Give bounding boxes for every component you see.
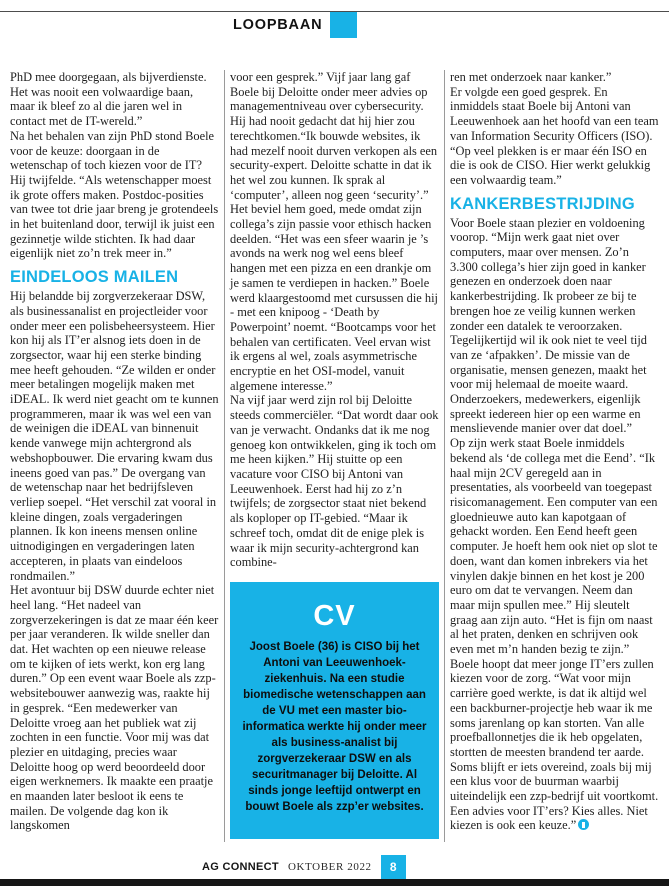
page-footer	[202, 854, 406, 880]
paragraph: Hij belandde bij zorgverzekeraar DSW, als businessanalist en projectleider voor onder meer een polisbeheersysteem. Hier kon hij als IT’er alsnog iets doen in de zorgsector, waar hij een sterke binding mee heeft gehouden. “Ze wilden er onder meer betalingen mogelijk maken met iDEAL. Ik werd niet geacht om te kunnen programmeren, maar ik was wel een van de weinigen die iDEAL van binnenuit kende vanwege mijn achtergrond als webshopbouwer. Die ervaring kwam dus ineens goed van pas.” De overgang van de wetenschap naar het bedrijfsleven verliep soepel. “Het verschil zat vooral in kleine dingen, zoals vergaderingen plannen. Ik kon ineens mensen online uitnodigingen en vergaderingen laten accepteren, in plaats van eindeloos rondmailen.”	[10, 289, 219, 583]
paragraph: Het avontuur bij DSW duurde echter niet heel lang. “Het nadeel van zorgverzekeringen is dat ze maar één keer per jaar veranderen. Ik wilde sneller dan dat. Het wachten op een nieuwe release om te kijken of iets werkt, kon erg lang duren.” Op een event waar Boele als zzp-websitebouwer aanwezig was, raakte hij in gesprek. “Een medewerker van Deloitte vroeg aan het publiek wat zij zochten in een functie. Voor mij was dat plezier en uitdaging, precies waar Deloitte hoog op werd beoordeeld door eigen werknemers. Ik maakte een praatje en maanden later besloot ik eens te mailen. De volgende dag kon ik langskomen	[10, 583, 219, 833]
cv-infobox	[230, 582, 439, 839]
accent-square-icon	[330, 12, 357, 38]
article-column-1	[10, 70, 219, 839]
bottom-edge-bar	[0, 879, 669, 886]
paragraph: voor een gesprek.” Vijf jaar lang gaf Boele bij Deloitte onder meer advies op managementniveau over cybersecurity. Hij had nooit gedacht dat hij hier zou terechtkomen.“Ik bouwde websites, ik had mezelf nooit durven verkopen als een security-expert. Deloitte schatte in dat ik het wel zou kunnen. Ik sprak al ‘computer’, alleen nog geen ‘security’.” Het beviel hem goed, mede omdat zijn collega’s zijn passie voor ethisch hacken deelden. “Het was een sfeer waarin je ’s avonds na werk nog wel eens bleef hangen met een pizza en een drankje om je samen te verdiepen in hacken.” Boele werd klaargestoomd met cursussen die hij - met een knipoog - ‘Death by Powerpoint’ noemt. “Bootcamps voor het behalen van certificaten. Veel ervan wist ik ergens al wel, zoals asymmetrische encryptie en het OSI-model, vanuit algemene interesse.”	[230, 70, 438, 393]
paragraph-text: Op zijn werk staat Boele inmiddels bekend als ‘de collega met die Eend’. “Ik haal mijn 2CV geregeld aan in presentaties, als voorbeeld van toegepast risicomanagement. Een computer van een gloednieuwe auto kan kapotgaan of gehackt worden. Een Eend heeft geen computer. Je hoeft hem ook niet op slot te doen, want dan komen inbrekers via het vinylen dakje binnen en het kost je 200 euro om dat te vervangen. Neem dan maar mijn spullen mee.” Hij sleutelt graag aan zijn auto. “Het is fijn om naast al het praten, denken en schrijven ook even met m’n handen bezig te zijn.” Boele hoopt dat meer jonge IT’ers zullen kiezen voor de zorg. “Wat voor mijn carrière goed werkte, is dat ik altijd wel een backburner-projectje heb waar ik me soms jarenlang op kan storten. Van alle proefballonnetjes die ik heb opgelaten, stortten de meesten brandend ter aarde. Soms blijft er iets overeind, zoals bij mij een klus voor de buurman waarbij uiteindelijk een zzp-bedrijf uit voortkomt. Een advies voor IT’ers? Kies alles. Niet kiezen is ook een keuze.”	[450, 436, 659, 833]
subheading-eindeloos-mailen: EINDELOOS MAILEN	[10, 268, 179, 287]
paragraph: Voor Boele staan plezier en voldoening voorop. “Mijn werk gaat niet over computers, maar over mensen. Zo’n 3.300 collega’s hier zijn goed in kanker genezen en onderzoek doen naar kankerbestrijding. Ik probeer ze bij te brengen hoe ze veilig kunnen werken zonder een datalek te veroorzaken. Tegelijkertijd wil ik ook niet te veel tijd van ze ‘afpakken’. De missie van de organisatie, mensen genezen, maakt het voor mij helemaal de moeite waard. Onderzoekers, medewerkers, eigenlijk spreekt iedereen hier op een warme en menslievende manier over dat doel.”	[450, 215, 647, 436]
subheading-kankerbestrijding: KANKERBESTRIJDING	[450, 194, 635, 213]
cv-infobox-title: CV	[313, 599, 356, 632]
article-column-2	[230, 70, 439, 839]
paragraph: PhD mee doorgegaan, als bijverdienste. Het was nooit een volwaardige baan, maar ik bleef zo al die jaren wel in contact met de IT-wereld.”	[10, 70, 207, 129]
article-column-3	[450, 70, 659, 839]
magazine-name: AG CONNECT	[202, 861, 279, 873]
paragraph: Na vijf jaar werd zijn rol bij Deloitte steeds commerciëler. “Dat wordt daar ook van je verwacht. Ondanks dat ik me nog genoeg kon ontwikkelen, ging ik toch om me heen kijken.” Hij stuitte op een vacature voor CISO bij Antoni van Leeuwenhoek. Eerst had hij zo z’n twijfels; de zorgsector staat niet bekend als koploper op IT-gebied. “Maar ik schreef toch, omdat dit de enige plek is waar ik mijn security-achtergrond kan combine-	[230, 393, 439, 570]
section-label: LOOPBAAN	[233, 17, 323, 33]
paragraph: Er volgde een goed gesprek. En inmiddels staat Boele bij Antoni van Leeuwenhoek aan het hoofd van een team van Information Security Officers (ISO). “Op veel plekken is er maar één ISO en die is ook de CISO. Hier werkt gelukkig een volwaardig team.”	[450, 84, 659, 187]
paragraph: ren met onderzoek naar kanker.”	[450, 70, 612, 84]
article-end-icon	[578, 819, 589, 830]
article-body	[10, 70, 659, 839]
paragraph: Na het behalen van zijn PhD stond Boele voor de keuze: doorgaan in de wetenschap of toch kiezen voor de IT? Hij twijfelde. “Als wetenschapper moest ik grote offers maken. Postdoc-posities van twee tot drie jaar breng je grotendeels in het buitenland door, terwijl ik juist een gezinnetje wilde stichten. Ik had daar eigenlijk niet zo’n trek meer in.”	[10, 128, 219, 261]
section-header	[233, 12, 357, 38]
issue-date: OKTOBER 2022	[287, 861, 372, 873]
cv-infobox-text: Joost Boele (36) is CISO bij het Antoni van Leeuwenhoek-ziekenhuis. Na een studie biomedische wetenschappen aan de VU met een master bio-informatica werkte hij onder meer als business-analist bij zorgverzekeraar DSW en als securitmanager bij Deloitte. Al sinds jonge leeftijd ontwerpt en bouwt Boele als zzp’er websites.	[242, 640, 427, 813]
closing-paragraph	[450, 436, 659, 833]
page-number-badge: 8	[381, 855, 406, 880]
